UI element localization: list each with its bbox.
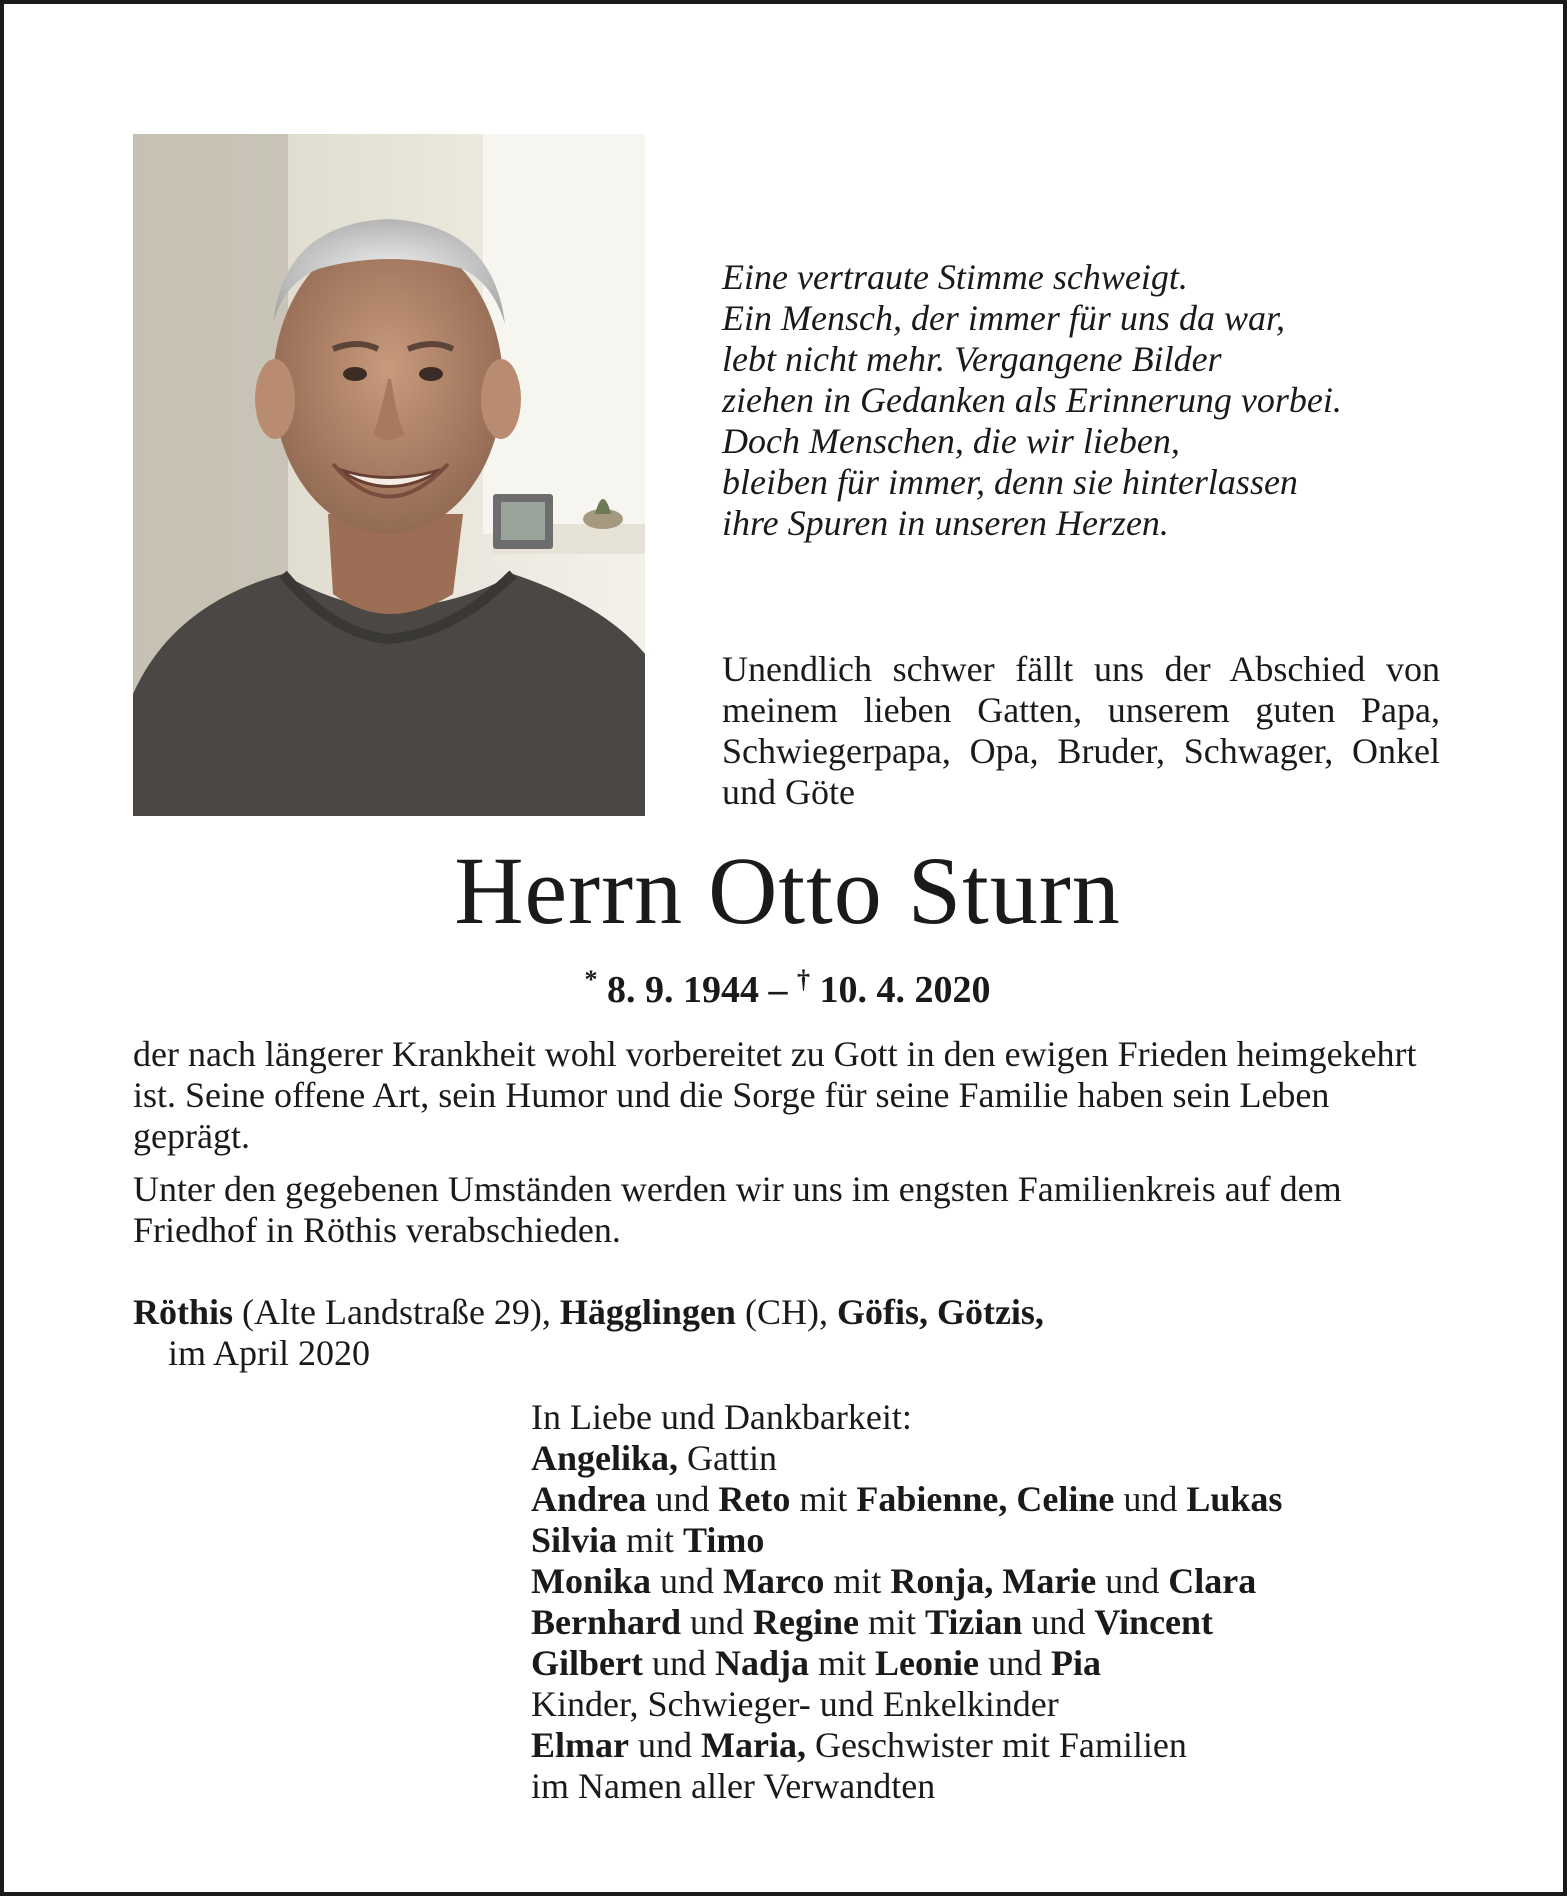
poem-line: Doch Menschen, die wir lieben, — [722, 421, 1180, 461]
mourner-text: und — [1114, 1479, 1187, 1519]
poem-line: lebt nicht mehr. Vergangene Bilder — [722, 339, 1222, 379]
poem-line: ihre Spuren in unseren Herzen. — [722, 503, 1169, 543]
intro-text: Unendlich schwer fällt uns der Abschied von meinem lieben Gatten, unserem guten Papa, Schwiegerpapa, Opa, Bruder, Schwager, Onkel und Göte — [722, 649, 1440, 812]
mourner-text: und — [979, 1643, 1052, 1683]
mourner-text: und — [651, 1561, 724, 1601]
mourner-name: Bernhard — [531, 1602, 682, 1642]
mourner-name: Leonie — [875, 1643, 980, 1683]
mourner-name: Timo — [683, 1520, 765, 1560]
body-text — [133, 1034, 1443, 1263]
mourner-name: Silvia — [531, 1520, 618, 1560]
mourner-name: Vincent — [1094, 1602, 1214, 1642]
birth-symbol: * — [584, 965, 598, 994]
mourner-line — [531, 1602, 1481, 1643]
poem-line: bleiben für immer, denn sie hinterlassen — [722, 462, 1298, 502]
mourner-line — [531, 1643, 1481, 1684]
mourner-name: Regine — [753, 1602, 859, 1642]
mourners-list — [531, 1397, 1481, 1807]
mourner-text: mit — [617, 1520, 684, 1560]
mourner-text: und — [642, 1643, 715, 1683]
mourner-name: Andrea — [531, 1479, 647, 1519]
mourner-text: Gattin — [678, 1438, 778, 1478]
mourner-text: Geschwister mit Familien — [805, 1725, 1187, 1765]
mourner-name: Lukas — [1186, 1479, 1283, 1519]
body-paragraph: der nach längerer Krankheit wohl vorbereitet zu Gott in den ewigen Frieden heimgekehrt ist. Seine offene Art, sein Humor und die Sorge für seine Familie haben sein Leben geprägt. — [133, 1034, 1417, 1156]
mourner-text: und — [646, 1479, 719, 1519]
mourner-line — [531, 1725, 1481, 1766]
portrait-illustration — [133, 134, 645, 816]
life-dates — [4, 956, 1567, 1014]
place-hagglingen: Hägglingen — [559, 1292, 736, 1332]
place-rothis: Röthis — [133, 1292, 234, 1332]
mourner-text: Kinder, Schwieger- und Enkelkinder — [531, 1684, 1059, 1724]
mourner-name: Clara — [1168, 1561, 1257, 1601]
death-symbol: † — [797, 965, 810, 994]
mourner-name: Nadja — [714, 1643, 809, 1683]
mourner-name: Maria, — [700, 1725, 806, 1765]
mourner-text: mit — [824, 1561, 891, 1601]
mourner-text: mit — [790, 1479, 857, 1519]
mourner-text: und — [1022, 1602, 1095, 1642]
body-paragraph: Unter den gegebenen Umständen werden wir uns im engsten Familienkreis auf dem Friedhof in Röthis verabschieden. — [133, 1169, 1342, 1250]
birth-date: 8. 9. 1944 — [607, 969, 759, 1011]
mourner-line — [531, 1520, 1481, 1561]
death-date: 10. 4. 2020 — [819, 969, 991, 1011]
mourner-line — [531, 1766, 1481, 1807]
mourner-text: mit — [809, 1643, 876, 1683]
date-line: im April 2020 — [168, 1333, 371, 1373]
mourner-lines — [531, 1438, 1481, 1807]
portrait-photo — [133, 134, 645, 816]
mourner-line — [531, 1684, 1481, 1725]
mourner-text: mit — [859, 1602, 926, 1642]
mourner-name: Monika — [531, 1561, 652, 1601]
mourner-name: Elmar — [531, 1725, 629, 1765]
poem-line: ziehen in Gedanken als Erinnerung vorbei. — [722, 380, 1342, 420]
mourner-name: Marco — [723, 1561, 825, 1601]
mourner-text: und — [1096, 1561, 1169, 1601]
date-separator: – — [768, 969, 788, 1011]
mourner-line — [531, 1561, 1481, 1602]
mourner-name: Gilbert — [531, 1643, 643, 1683]
place-hagglingen-detail: (CH), — [735, 1292, 837, 1332]
mourner-name: Angelika, — [531, 1438, 679, 1478]
place-rothis-detail: (Alte Landstraße 29), — [233, 1292, 560, 1332]
mourner-name: Fabienne, Celine — [856, 1479, 1115, 1519]
mourner-line — [531, 1438, 1481, 1479]
mourner-name: Ronja, Marie — [890, 1561, 1097, 1601]
mourner-name: Reto — [718, 1479, 791, 1519]
mourner-text: im Namen aller Verwandten — [531, 1766, 936, 1806]
poem — [722, 257, 1482, 544]
place-and-date — [133, 1292, 1443, 1374]
mourner-name: Pia — [1051, 1643, 1102, 1683]
poem-line: Eine vertraute Stimme schweigt. — [722, 257, 1188, 297]
mourner-text: und — [681, 1602, 754, 1642]
mourner-text: und — [628, 1725, 701, 1765]
mourners-heading: In Liebe und Dankbarkeit: — [531, 1397, 912, 1437]
place-gofis-gotzis: Göfis, Götzis, — [836, 1292, 1044, 1332]
mourner-line — [531, 1479, 1481, 1520]
poem-line: Ein Mensch, der immer für uns da war, — [722, 298, 1285, 338]
deceased-name: Herrn Otto Sturn — [454, 837, 1121, 944]
mourner-name: Tizian — [925, 1602, 1023, 1642]
